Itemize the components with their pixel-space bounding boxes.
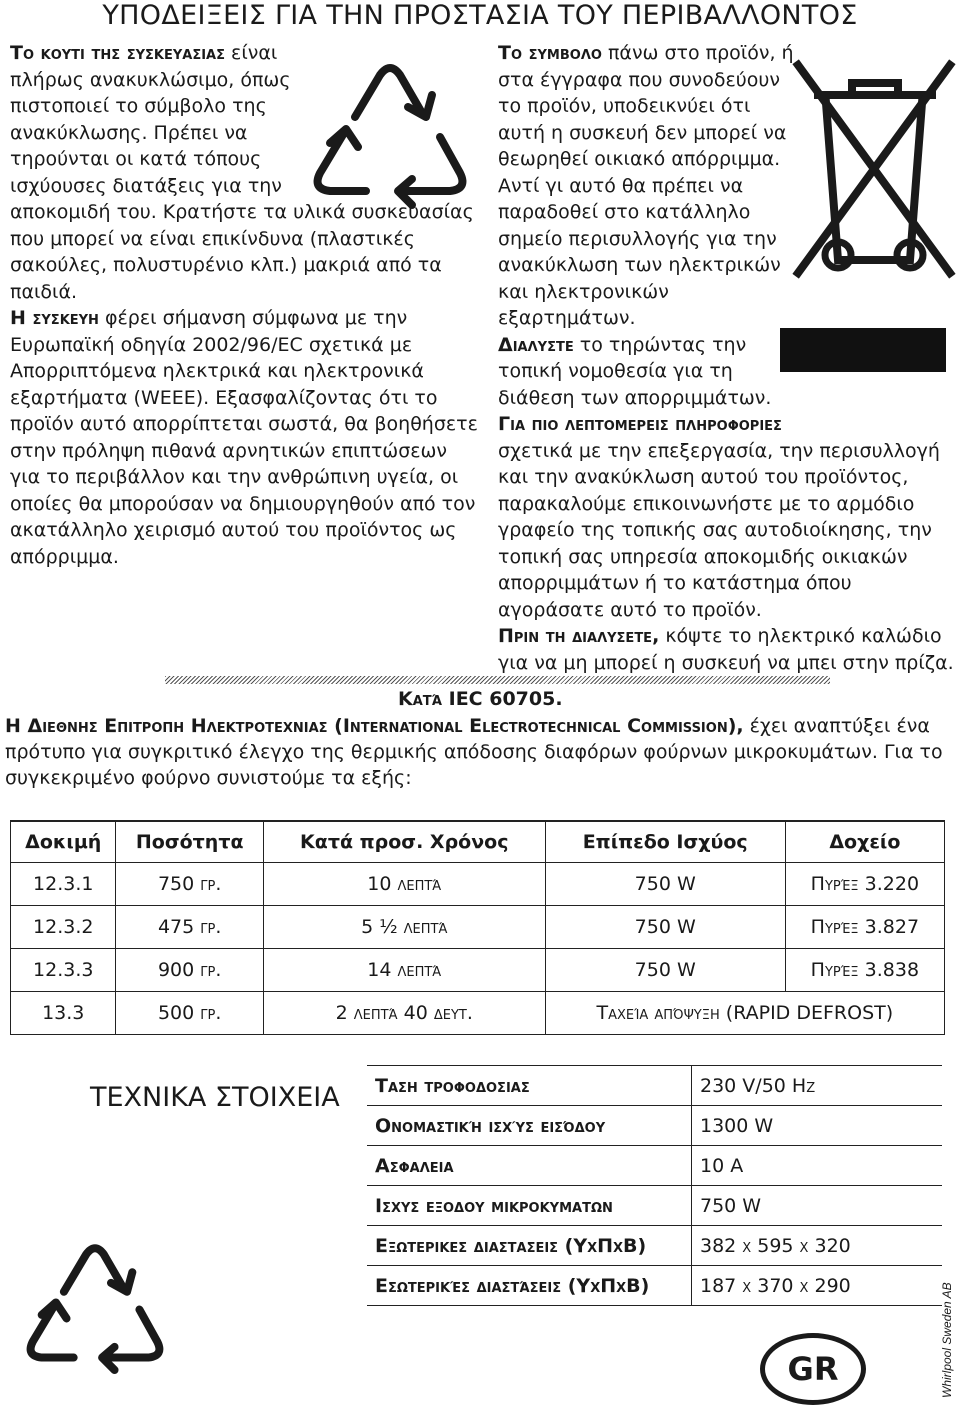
recycle-icon [15,1230,175,1390]
table-row [367,1146,942,1186]
table-cell: 900 γρ. [116,949,263,992]
spec-value: 230 V/50 Hz [692,1066,943,1106]
table-cell: 500 γρ. [116,992,263,1035]
spec-value: 10 A [692,1146,943,1186]
body-text: αποκομιδή του. Κρατήστε τα υλικά συσκευασίας που μπορεί να είναι επικίνδυνα (πλαστικές σακούλες, πολυστυρένιο κλπ.) μακριά από τα παιδιά. [10,201,474,303]
body-text: το τηρώντας την τοπική νομοθεσία για τη διάθεση των απορριμμάτων. [498,333,772,409]
table-cell: 14 λεπτά [263,949,545,992]
body-text: είναι [231,42,278,64]
table-cell: 750 W [545,863,785,906]
table-cell: Πυρέξ 3.838 [785,949,944,992]
table-row [11,992,945,1035]
lead-text: Η συσκευη [10,307,99,329]
table-row [367,1106,942,1146]
table-cell: 12.3.1 [11,863,116,906]
body-text: πλήρως ανακυκλώσιμο, όπως [10,68,291,91]
column-header: Δοχείο [785,821,944,863]
table-row [11,949,945,992]
body-text: τηρούνται οι κατά τόπους [10,148,262,170]
section-heading: Κατά IEC 60705. [398,688,563,710]
spec-label: Ασφαλεια [367,1146,692,1186]
spec-table [367,1065,942,1306]
table-cell: 475 γρ. [116,906,263,949]
country-badge: GR [760,1333,866,1405]
spec-value: 750 W [692,1186,943,1226]
table-cell: 750 γρ. [116,863,263,906]
right-column [498,40,958,676]
table-row [367,1066,942,1106]
spec-label: Εξωτερικες διαστασεις (ΥxΠxΒ) [367,1226,692,1266]
table-cell: Ταχεία απόψυξη (RAPID DEFROST) [545,992,944,1035]
section-title: ΤΕΧΝΙΚΑ ΣΤΟΙΧΕΙΑ [90,1082,340,1113]
table-cell: 750 W [545,949,785,992]
lead-text: Πριν τη διαλυσετε, [498,625,660,647]
column-header: Επίπεδο Ισχύος [545,821,785,863]
lead-text: Το κουτι της συσκευασιας [10,42,225,64]
table-header-row [11,821,945,863]
lead-text: Η Διεθνης Επιτροπη Ηλεκτροτεχνιας (International Electrotechnical Commission), [5,715,744,737]
page-title: ΥΠΟΔΕΙΞΕΙΣ ΓΙΑ ΤΗΝ ΠΡΟΣΤΑΣΙΑ ΤΟΥ ΠΕΡΙΒΑΛΛΟΝΤΟΣ [102,0,858,31]
brand-text [936,1270,956,1400]
table-cell: Πυρέξ 3.827 [785,906,944,949]
table-cell: 12.3.2 [11,906,116,949]
table-row [11,906,945,949]
left-column [10,40,480,570]
body-text: ισχύουσες διατάξεις για την [10,174,282,197]
body-text: έχει αναπτύξει ένα πρότυπο για συγκριτικό έλεγχο της θερμικής απόδοσης διαφόρων φούρνων μικροκυμάτων. Για το συγκεκριμένο φούρνο συνιστούμε τα εξής: [5,715,943,789]
table-row [367,1266,942,1306]
body-text: σχετικά με την επεξεργασία, την περισυλλογή και την ανακύκλωση αυτού του προϊόντος, παρακαλούμε επικοινωνήστε με το αρμόδιο γραφείο της τοπικής σας αυτοδιοίκησης, την τοπική σας υπηρεσία αποκομιδής οικιακών απορριμμάτων ή το κατάστημα όπου αγοράσατε αυτό το προϊόν. [498,439,940,621]
table-cell: 12.3.3 [11,949,116,992]
table-cell: 5 ½ λεπτά [263,906,545,949]
table-row [367,1226,942,1266]
table-row [367,1186,942,1226]
body-text: πιστοποιεί το σύμβολο της [10,95,267,117]
table-cell: 2 λεπτά 40 δευτ. [263,992,545,1035]
spec-value: 187 x 370 x 290 [692,1266,943,1306]
table-cell: 750 W [545,906,785,949]
body-text: φέρει σήμανση σύμφωνα με την Ευρωπαϊκή οδηγία 2002/96/EC σχετικά με Απορριπτόμενα ηλεκτρικά και ηλεκτρονικά εξαρτήματα (WEEE). Εξασφαλίζοντας ότι το προϊόν αυτό απορρίπτεται σωστά, θα βοηθήσετε στην πρόληψη πιθανά αρνητικών επιπτώσεων για το περιβάλλον και την ανθρώπινη υγεία, οι οποίες θα μπορούσαν να δημιουργηθούν από τον ακατάλληλο χειρισμό αυτού του προϊόντος ως απόρριμμα. [10,307,478,568]
test-table [10,820,945,1035]
column-header: Ποσότητα [116,821,263,863]
hatched-divider [165,676,830,684]
spec-value: 1300 W [692,1106,943,1146]
spec-label: Ταση τροφοδοσιας [367,1066,692,1106]
table-cell: Πυρέξ 3.220 [785,863,944,906]
svg-text:Whirlpool Sweden AB: Whirlpool Sweden AB [940,1282,954,1398]
lead-text: Το συμβολο [498,42,602,64]
body-text: κόψτε το ηλεκτρικό καλώδιο για να μη μπορεί η συσκευή να μπει στην πρίζα. [498,625,954,674]
lead-text: Για πιο λεπτομερεις πληροφοριες [498,413,782,435]
table-cell: 10 λεπτά [263,863,545,906]
body-text: ανακύκλωσης. Πρέπει να [10,121,248,144]
table-cell: 13.3 [11,992,116,1035]
lead-text: Διαλυστε [498,333,574,356]
body-text: πάνω στο προϊόν, ή στα έγγραφα που συνοδεύουν το προϊόν, υποδεικνύει ότι αυτή η συσκευή δεν μπορεί να θεωρηθεί οικιακό απόρριμμα. Αντί γι αυτό θα πρέπει να παραδοθεί στο κατάλληλο σημείο περισυλλογής για την ανακύκλωση των ηλεκτρικών και ηλεκτρονικών εξαρτημάτων. [498,42,794,329]
column-header: Κατά προσ. Χρόνος [263,821,545,863]
column-header: Δοκιμή [11,821,116,863]
spec-label: Ονομαστική ισχύς εισόδου [367,1106,692,1146]
spec-label: Εσωτερικές διαστάσεις (ΥxΠxΒ) [367,1266,692,1306]
iec-paragraph [5,713,955,791]
spec-label: Ισχυς εξοδου μικροκυματων [367,1186,692,1226]
spec-value: 382 x 595 x 320 [692,1226,943,1266]
table-row [11,863,945,906]
